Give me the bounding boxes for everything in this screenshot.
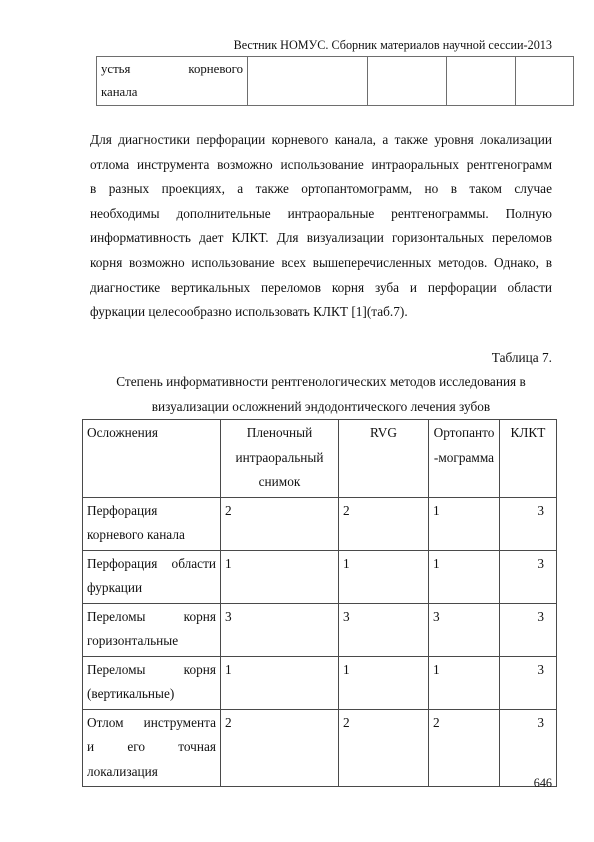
rvg-value: 2: [339, 709, 429, 787]
complication-line: горизонтальные: [87, 633, 179, 648]
table-row: [83, 656, 557, 709]
header-text: RVG: [369, 425, 397, 440]
continued-table-cell: [368, 57, 447, 106]
complication-line: Переломы корня: [87, 661, 216, 677]
continued-table-cell: [248, 57, 368, 106]
film-value: 2: [221, 709, 339, 787]
rvg-value: 2: [339, 497, 429, 550]
cbct-value: 3: [500, 709, 557, 787]
opg-value: 1: [429, 550, 500, 603]
complication-line: Отлом инструмента: [87, 714, 216, 730]
rvg-value: 1: [339, 550, 429, 603]
cbct-value: 3: [500, 603, 557, 656]
header-cell-rvg: [339, 420, 429, 498]
cbct-value: 3: [500, 497, 557, 550]
film-value: 2: [221, 497, 339, 550]
header-text: интраоральный: [235, 449, 324, 465]
paragraph-line: Для диагностики перфорации корневого канала, а также уровня локализации: [90, 132, 552, 147]
header-text: Осложнения: [87, 425, 159, 440]
table-caption-line: Степень информативности рентгенологических методов исследования в: [116, 374, 526, 389]
continued-table-fragment: [96, 56, 574, 106]
continued-table-cell: [447, 57, 516, 106]
cbct-value: 3: [500, 550, 557, 603]
opg-value: 1: [429, 497, 500, 550]
table-header-row: [83, 420, 557, 498]
opg-value: 2: [429, 709, 500, 787]
table-caption: [90, 370, 552, 419]
header-cell-complications: [83, 420, 221, 498]
complication-cell: [83, 709, 221, 787]
continued-table-cell: [97, 57, 248, 106]
table-row: [83, 550, 557, 603]
complication-line: и его точная: [87, 739, 216, 754]
table-caption-line: визуализации осложнений эндодонтического лечения зубов: [151, 398, 491, 414]
header-text: снимок: [258, 474, 301, 489]
complication-cell: [83, 603, 221, 656]
header-text: Пленочный: [246, 425, 313, 440]
rvg-value: 1: [339, 656, 429, 709]
header-text: КЛКТ: [510, 425, 546, 440]
table-row: [83, 603, 557, 656]
header-cell-opg: [429, 420, 500, 498]
opg-value: 3: [429, 603, 500, 656]
running-header: Вестник НОМУС. Сборник материалов научной сессии-2013: [233, 38, 552, 52]
paragraph-line: отлома инструмента возможно использование интраоральных рентгенограмм: [90, 156, 552, 172]
header-text: -мограмма: [433, 449, 495, 465]
paragraph-line: в разных проекциях, а также ортопантомограмм, но в таком случае: [90, 181, 552, 197]
body-paragraph: [90, 128, 552, 325]
complication-line: корневого канала: [87, 527, 185, 542]
header-cell-cbct: [500, 420, 557, 498]
complication-line: Перфорация: [87, 502, 158, 518]
continued-cell-line: канала: [101, 85, 138, 99]
complication-line: (вертикальные): [87, 686, 175, 701]
complication-cell: [83, 497, 221, 550]
paragraph-line: диагностике вертикальных переломов корня зуба и перфорации области: [90, 279, 552, 295]
opg-value: 1: [429, 656, 500, 709]
continued-cell-line: устья корневого: [101, 62, 243, 76]
header-text: Ортопанто: [433, 425, 495, 440]
complication-line: Перфорация области: [87, 555, 216, 571]
table-row: [83, 497, 557, 550]
complication-cell: [83, 550, 221, 603]
cbct-value: 3: [500, 656, 557, 709]
header-cell-film: [221, 420, 339, 498]
page-number: 646: [533, 776, 552, 790]
paragraph-line: информативность дает КЛКТ. Для визуализации горизонтальных переломов: [90, 230, 552, 246]
continued-table-cell: [516, 57, 574, 106]
film-value: 1: [221, 656, 339, 709]
table-number: Таблица 7.: [491, 350, 552, 365]
informativeness-table: [82, 419, 557, 787]
film-value: 3: [221, 603, 339, 656]
rvg-value: 3: [339, 603, 429, 656]
table-row: [83, 709, 557, 787]
complication-line: локализация: [87, 763, 158, 779]
paragraph-line: корня возможно использование всех вышеперечисленных методов. Однако, в: [90, 254, 552, 270]
film-value: 1: [221, 550, 339, 603]
paragraph-line: фуркации целесообразно использовать КЛКТ [1](таб.7).: [90, 304, 408, 320]
complication-line: фуркации: [87, 580, 143, 595]
complication-line: Переломы корня: [87, 608, 216, 624]
complication-cell: [83, 656, 221, 709]
paragraph-line: необходимы дополнительные интраоральные рентгенограммы. Полную: [90, 205, 552, 221]
